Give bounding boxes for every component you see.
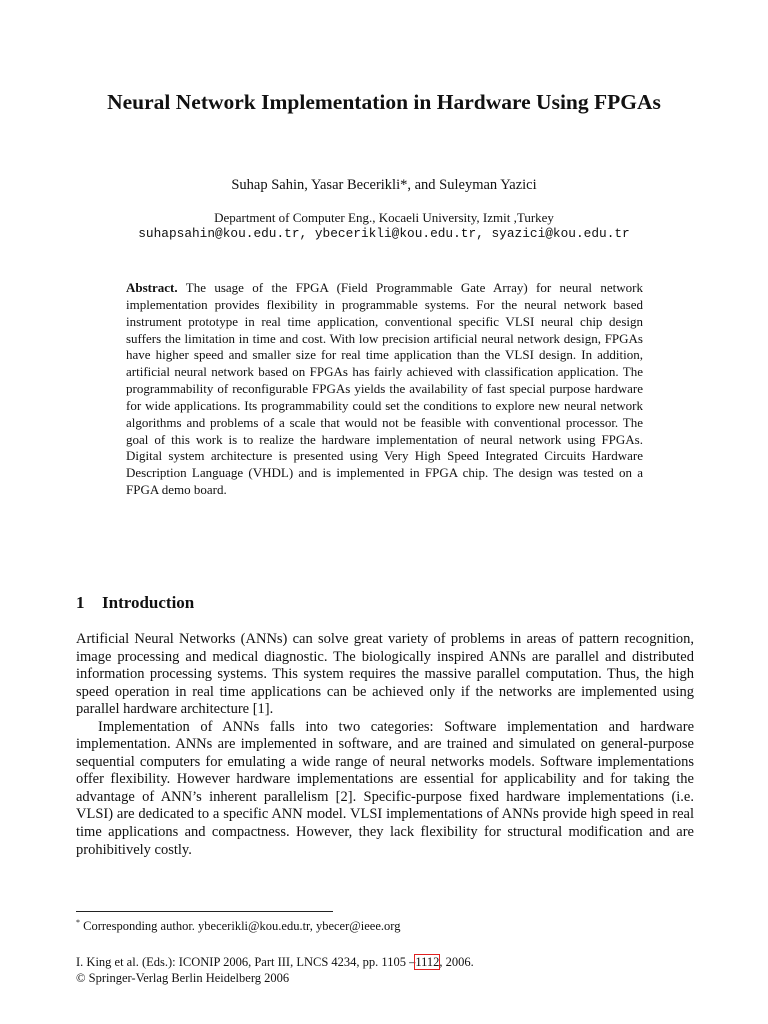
paragraph: Implementation of ANNs falls into two categories: Software implementation and hardware implementation. ANNs are implemented in software, and are trained and simulated on general-purpose sequential computers for emulating a wide range of neural networks models. Software implementations offer flexibility. However hardware implementations are essential for applicability and for taking the advantage of ANN’s inherent parallelism [2]. Specific-purpose fixed hardware implementations (i.e. VLSI) are dedicated to a specific ANN model. VLSI implementations of ANNs provide high speed in real time applications and compactness. However, they lack flexibility for structural modification and are prohibitively costly. xyxy=(76,718,694,858)
affiliation: Department of Computer Eng., Kocaeli University, Izmit ,Turkey xyxy=(214,210,554,225)
footnote-text: Corresponding author. ybecerikli@kou.edu.tr, ybecer@ieee.org xyxy=(80,919,401,933)
citation-prefix: I. King et al. (Eds.): ICONIP 2006, Part III, LNCS 4234, pp. 1105 – xyxy=(76,955,416,969)
abstract-label: Abstract. xyxy=(126,280,178,295)
abstract-text: The usage of the FPGA (Field Programmable Gate Array) for neural network implementation provides flexibility in programmable systems. For the neural network based instrument prototype in real time application, conventional specific VLSI neural chip design suffers the limitation in time and cost. With low precision artificial neural network design, FPGAs have higher speed and smaller size for real time application than the VLSI design. In addition, artificial neural network based on FPGAs has fairly achieved with classification application. The programmability of reconfigurable FPGAs yields the availability of fast special purpose hardware for wide applications. Its programmability could set the conditions to explore new neural network algorithms and problems of a scale that would not be feasible with conventional processor. The goal of this work is to realize the hardware implementation of neural network using FPGAs. Digital system architecture is presented using Very High Speed Integrated Circuits Hardware Description Language (VHDL) and is implemented in FPGA chip. The design was tested on a FPGA demo board. xyxy=(126,280,643,498)
footnote-marker: * xyxy=(76,917,80,927)
paragraph: Artificial Neural Networks (ANNs) can solve great variety of problems in areas of pattern recognition, image processing and medical diagnostic. The biologically inspired ANNs are parallel and distributed information processing systems. This system requires the massive parallel computation. Thus, the high speed operation in real time applications can be achieved only if the networks are implemented using parallel hardware architecture [1]. xyxy=(76,631,694,718)
citation-suffix: , 2006. xyxy=(439,955,474,969)
author-list: Suhap Sahin, Yasar Becerikli*, and Suleyman Yazici xyxy=(231,177,537,193)
citation-line xyxy=(76,954,474,970)
copyright-line: © Springer-Verlag Berlin Heidelberg 2006 xyxy=(76,971,290,985)
page-link[interactable]: 1112 xyxy=(415,955,440,969)
introduction-body xyxy=(76,631,694,859)
section-number: 1 xyxy=(76,593,85,612)
section-heading xyxy=(76,592,194,614)
author-emails: suhapsahin@kou.edu.tr, ybecerikli@kou.edu.tr, syazici@kou.edu.tr xyxy=(138,226,630,241)
abstract xyxy=(126,280,643,499)
footnote-divider xyxy=(76,911,333,912)
section-title: Introduction xyxy=(102,593,195,612)
paper-title: Neural Network Implementation in Hardware Using FPGAs xyxy=(107,90,661,114)
footnote xyxy=(76,918,400,934)
